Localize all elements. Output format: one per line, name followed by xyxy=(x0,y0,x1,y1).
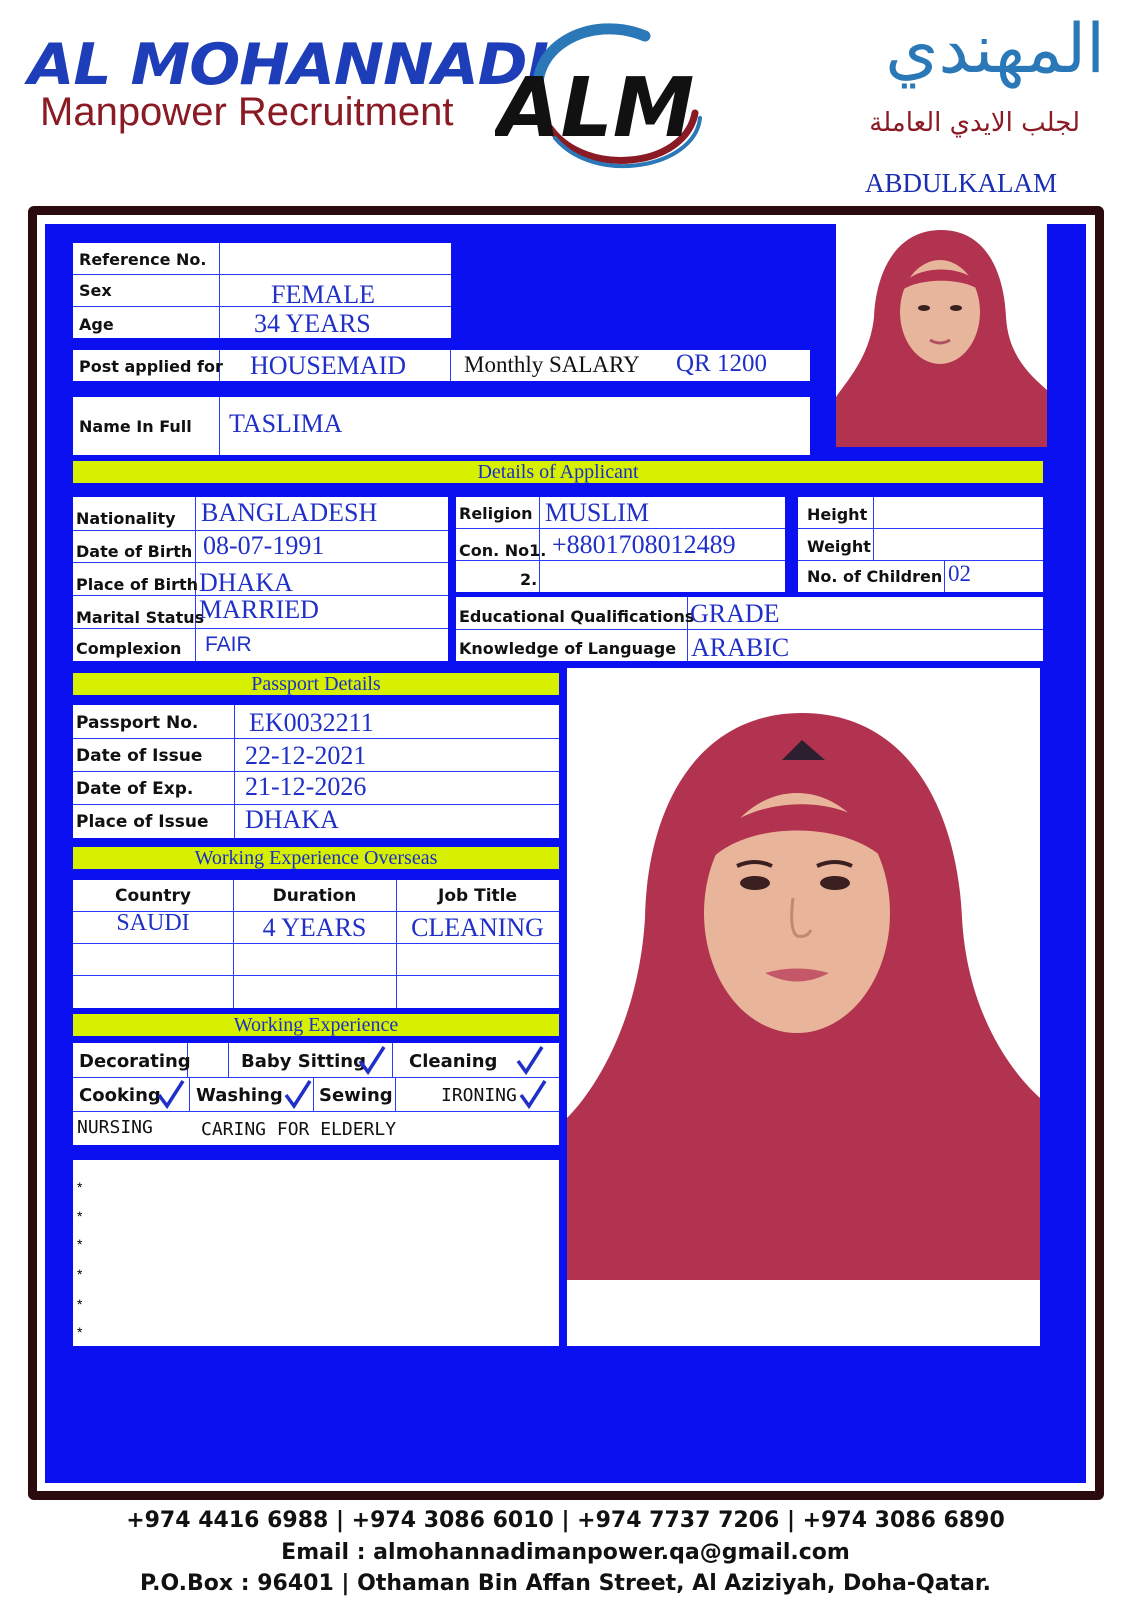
complexion-label: Complexion xyxy=(76,639,182,658)
extra-skill-elderly-care: CARING FOR ELDERLY xyxy=(201,1119,397,1140)
marital-label: Marital Status xyxy=(76,608,205,627)
agent-name: ABDULKALAM xyxy=(865,168,1057,198)
skills-box xyxy=(73,1043,559,1145)
education-label: Educational Qualifications xyxy=(459,607,695,626)
skill-decorating-label: Decorating xyxy=(79,1051,191,1072)
name-row xyxy=(73,397,810,455)
language-value: ARABIC xyxy=(691,633,790,662)
note-bullet-5: * xyxy=(77,1296,83,1312)
skill-cleaning-label: Cleaning xyxy=(409,1051,498,1072)
education-value: GRADE xyxy=(690,599,780,628)
name-label: Name In Full xyxy=(79,417,192,436)
issue-date-label: Date of Issue xyxy=(76,746,203,766)
extra-skill-nursing: NURSING xyxy=(77,1117,153,1138)
issue-place-value: DHAKA xyxy=(245,805,339,834)
baby-sitting-check-icon xyxy=(357,1045,387,1075)
details-heading: Details of Applicant xyxy=(73,461,1043,483)
experience-heading: Working Experience xyxy=(73,1014,559,1036)
overseas-col-job: Job Title xyxy=(438,886,517,906)
exp-date-label: Date of Exp. xyxy=(76,779,194,799)
contact1-value: +8801708012489 xyxy=(552,530,736,559)
footer-email: Email : almohannadimanpower.qa@gmail.com xyxy=(281,1540,850,1565)
alm-logo xyxy=(495,18,725,178)
nationality-value: BANGLADESH xyxy=(201,498,378,527)
sex-label: Sex xyxy=(79,281,112,300)
brand-tagline-english: Manpower Recruitment xyxy=(40,90,454,134)
weight-label: Weight xyxy=(807,537,871,556)
language-label: Knowledge of Language xyxy=(459,639,677,658)
cleaning-check-icon xyxy=(515,1045,545,1075)
cooking-check-icon xyxy=(156,1079,186,1109)
note-bullet-6: * xyxy=(77,1324,83,1340)
contact1-label: Con. No1. xyxy=(459,541,547,560)
age-label: Age xyxy=(79,315,114,334)
salary-label: Monthly SALARY xyxy=(464,352,640,377)
pob-label: Place of Birth xyxy=(76,575,199,594)
education-language-box xyxy=(456,597,1043,661)
nationality-label: Nationality xyxy=(76,509,176,528)
applicant-photo-small xyxy=(836,222,1047,447)
sex-value: FEMALE xyxy=(271,280,375,309)
brand-tagline-arabic: لجلب الايدي العاملة xyxy=(869,108,1080,138)
salary-value: QR 1200 xyxy=(676,350,767,377)
dob-value: 08-07-1991 xyxy=(203,531,325,560)
passport-heading: Passport Details xyxy=(73,673,559,695)
overseas-col-duration: Duration xyxy=(272,886,357,906)
post-value: HOUSEMAID xyxy=(250,351,406,380)
reference-label: Reference No. xyxy=(79,250,207,269)
issue-place-label: Place of Issue xyxy=(76,812,209,832)
overseas-row-1-country: SAUDI xyxy=(116,910,190,936)
applicant-photo-large xyxy=(567,668,1040,1346)
physical-details-box xyxy=(798,497,1043,592)
basic-info-box xyxy=(73,243,451,338)
religion-contact-box xyxy=(456,497,785,592)
name-value: TASLIMA xyxy=(229,409,343,438)
notes-box xyxy=(73,1160,559,1346)
age-value: 34 YEARS xyxy=(254,309,371,338)
skill-cooking-label: Cooking xyxy=(79,1085,161,1106)
footer-phones: +974 4416 6988 | +974 3086 6010 | +974 7737 7206 | +974 3086 6890 xyxy=(126,1508,1005,1533)
passport-box xyxy=(73,705,559,838)
overseas-heading: Working Experience Overseas xyxy=(73,847,559,869)
logo-text: ALM xyxy=(497,61,695,156)
brand-name-english: AL MOHANNADI xyxy=(28,31,548,99)
passport-number-value: EK0032211 xyxy=(249,708,374,737)
post-row xyxy=(73,350,810,381)
skill-ironing-label: IRONING xyxy=(441,1085,517,1106)
issue-date-value: 22-12-2021 xyxy=(245,741,367,770)
skill-baby-sitting-label: Baby Sitting xyxy=(241,1051,366,1072)
footer-address: P.O.Box : 96401 | Othaman Bin Affan Street, Al Aziziyah, Doha-Qatar. xyxy=(140,1571,991,1596)
passport-number-label: Passport No. xyxy=(76,713,199,733)
ironing-check-icon xyxy=(518,1079,548,1109)
washing-check-icon xyxy=(283,1079,313,1109)
contact2-label: 2. xyxy=(520,570,538,589)
complexion-value: FAIR xyxy=(205,633,252,656)
personal-details-box xyxy=(73,497,448,661)
children-label: No. of Children xyxy=(807,567,943,586)
overseas-col-country: Country xyxy=(115,886,191,906)
exp-date-value: 21-12-2026 xyxy=(245,772,367,801)
overseas-table xyxy=(73,880,559,1008)
post-label: Post applied for xyxy=(79,357,223,376)
overseas-row-1-duration: 4 YEARS xyxy=(262,913,367,942)
note-bullet-2: * xyxy=(77,1208,83,1224)
brand-name-arabic: المهندي xyxy=(885,10,1105,89)
height-label: Height xyxy=(807,505,868,524)
children-value: 02 xyxy=(948,561,971,586)
note-bullet-4: * xyxy=(77,1266,83,1282)
skill-sewing-label: Sewing xyxy=(319,1085,393,1106)
religion-label: Religion xyxy=(459,504,533,523)
note-bullet-1: * xyxy=(77,1179,83,1195)
marital-value: MARRIED xyxy=(199,595,319,624)
skill-washing-label: Washing xyxy=(196,1085,283,1106)
pob-value: DHAKA xyxy=(199,568,293,597)
religion-value: MUSLIM xyxy=(545,498,650,527)
dob-label: Date of Birth xyxy=(76,542,193,561)
note-bullet-3: * xyxy=(77,1236,83,1252)
overseas-row-1-job: CLEANING xyxy=(411,913,544,942)
